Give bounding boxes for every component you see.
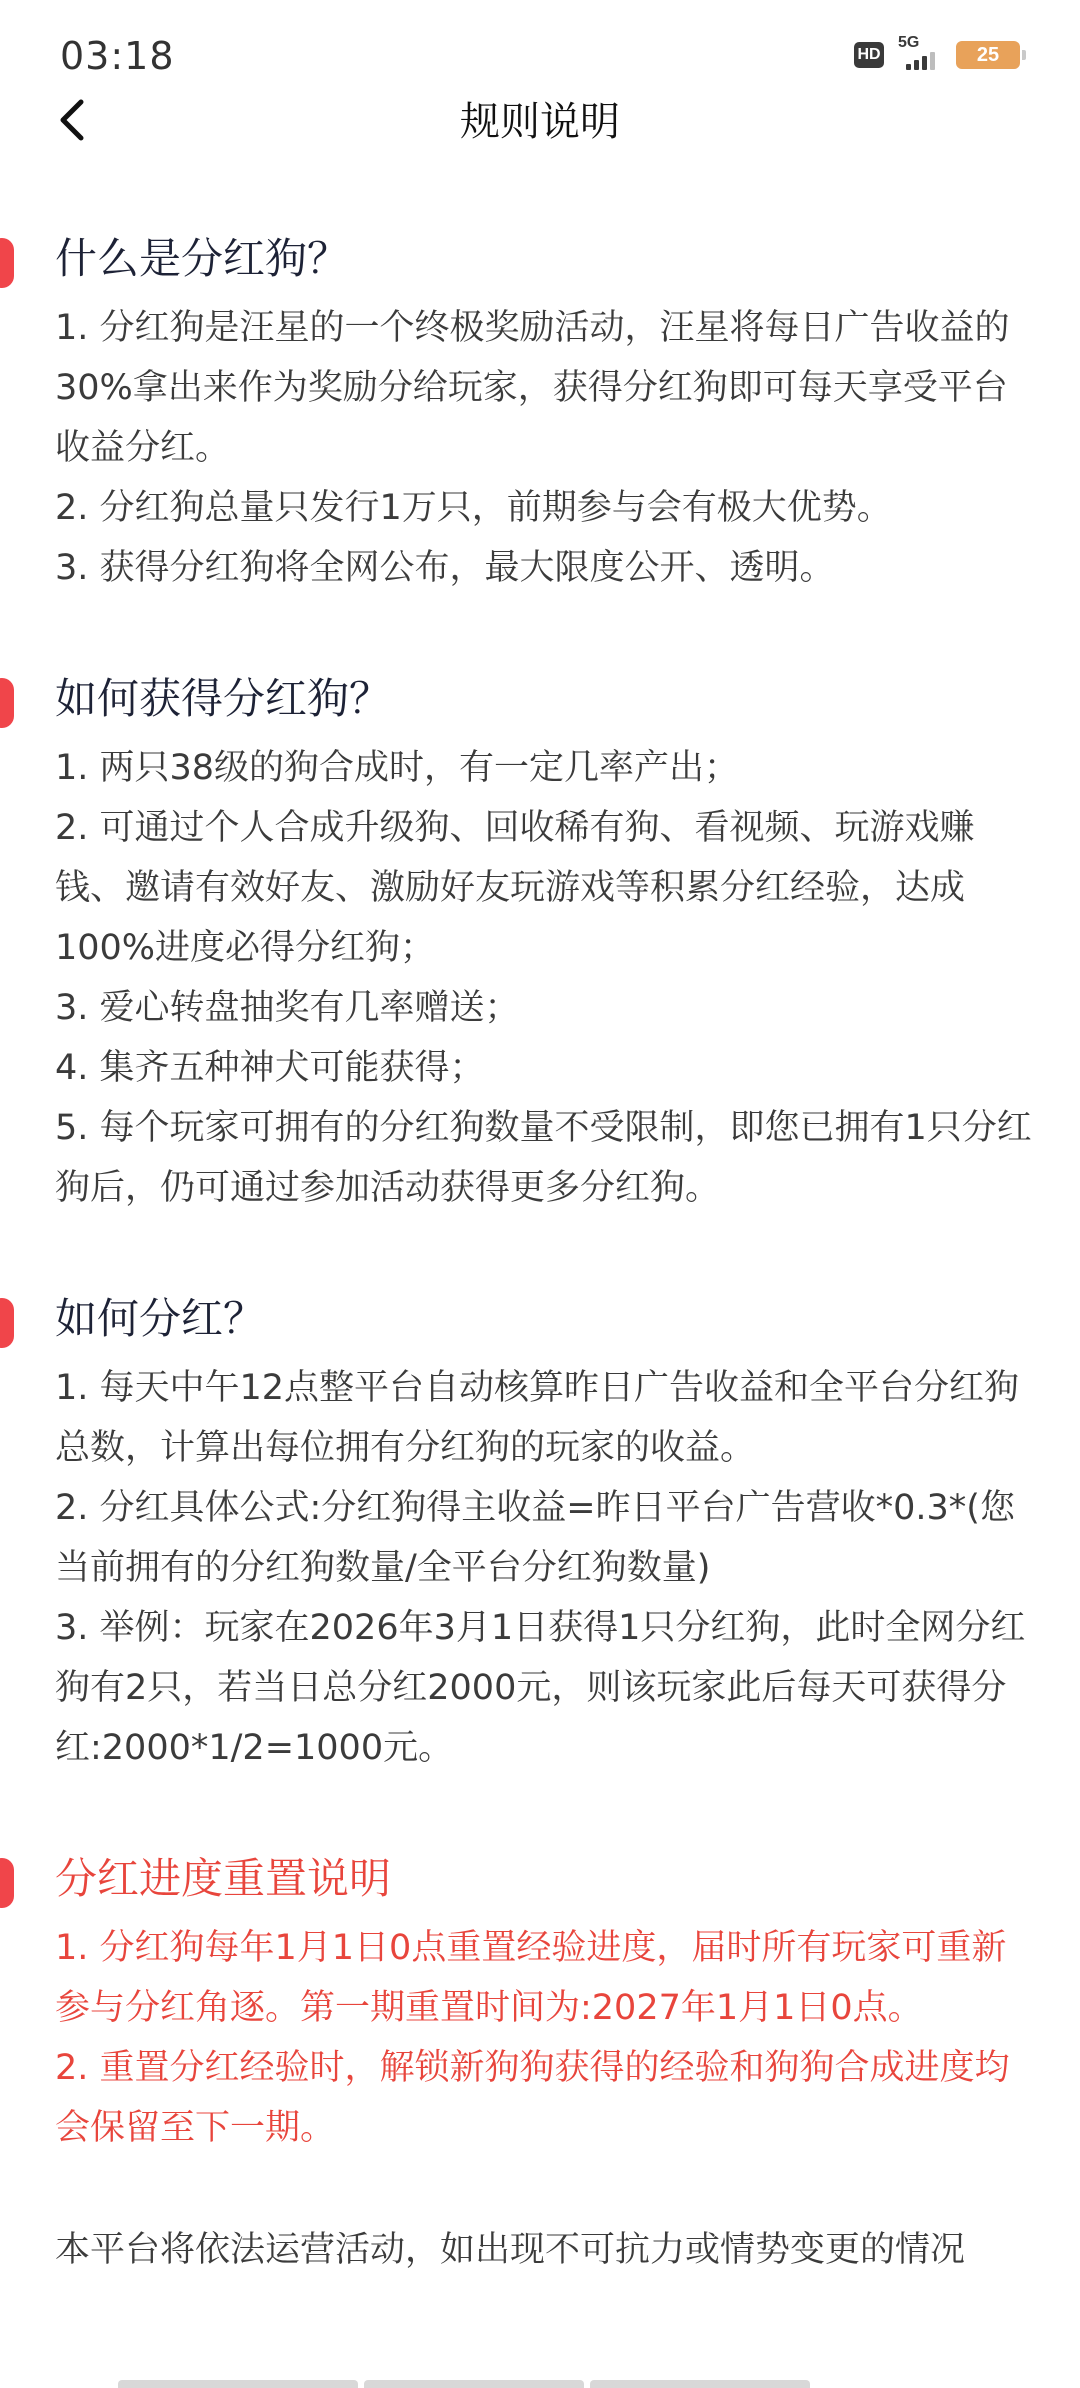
- rule-item: 4. 集齐五种神犬可能获得；: [55, 1048, 485, 1088]
- rule-item: 2. 可通过个人合成升级狗、回收稀有狗、看视频、玩游戏赚钱、邀请有效好友、激励好友玩游戏等积累分红经验，达成100%进度必得分红狗；: [55, 808, 975, 968]
- rule-item: 2. 重置分红经验时，解锁新狗狗获得的经验和狗狗合成进度均会保留至下一期。: [55, 2048, 1010, 2148]
- rule-item: 2. 分红狗总量只发行1万只，前期参与会有极大优势。: [55, 488, 892, 528]
- section-marker: [0, 678, 14, 728]
- section-heading: 分红进度重置说明: [55, 1854, 392, 1903]
- rule-item: 1. 分红狗每年1月1日0点重置经验进度，届时所有玩家可重新参与分红角逐。第一期重置时间为:2027年1月1日0点。: [55, 1928, 1007, 2028]
- rule-item: 5. 每个玩家可拥有的分红狗数量不受限制，即您已拥有1只分红狗后，仍可通过参加活动获得更多分红狗。: [55, 1108, 1032, 1208]
- section-reset: [0, 1840, 1080, 2158]
- section-marker: [0, 238, 14, 288]
- section-marker: [0, 1858, 14, 1908]
- page-title: 规则说明: [460, 99, 620, 145]
- section-body: [0, 298, 1080, 598]
- section-what-is: [0, 220, 1080, 598]
- footer-note: 本平台将依法运营活动，如出现不可抗力或情势变更的情况: [55, 2230, 966, 2270]
- battery-icon: 25: [956, 41, 1020, 69]
- section-how-to-get: [0, 660, 1080, 1218]
- rule-item: 3. 获得分红狗将全网公布，最大限度公开、透明。: [55, 548, 835, 588]
- bottom-handle: [118, 2380, 810, 2388]
- section-body: [0, 1918, 1080, 2158]
- section-heading: 什么是分红狗？: [55, 234, 350, 283]
- status-time: 03:18: [60, 34, 175, 78]
- nav-bar: [0, 80, 1080, 160]
- section-marker: [0, 1298, 14, 1348]
- rule-item: 3. 举例：玩家在2026年3月1日获得1只分红狗，此时全网分红狗有2只，若当日总分红2000元，则该玩家此后每天可获得分红:2000*1/2=1000元。: [55, 1608, 1026, 1768]
- hd-icon: HD: [854, 42, 884, 68]
- rules-content: [0, 220, 1080, 2280]
- section-body: [0, 738, 1080, 1218]
- rule-item: 3. 爱心转盘抽奖有几率赠送；: [55, 988, 520, 1028]
- section-how-dividend: [0, 1280, 1080, 1778]
- rule-item: 2. 分红具体公式:分红狗得主收益=昨日平台广告营收*0.3*(您当前拥有的分红狗数量/全平台分红狗数量): [55, 1488, 1015, 1588]
- signal-icon: [898, 34, 942, 70]
- section-heading: 如何获得分红狗？: [55, 674, 392, 723]
- rule-item: 1. 两只38级的狗合成时，有一定几率产出；: [55, 748, 740, 788]
- section-body: [0, 1358, 1080, 1778]
- signal-bars-icon: [906, 52, 935, 70]
- rule-item: 1. 分红狗是汪星的一个终极奖励活动，汪星将每日广告收益的30%拿出来作为奖励分给玩家，获得分红狗即可每天享受平台收益分红。: [55, 308, 1010, 468]
- rule-item: 1. 每天中午12点整平台自动核算昨日广告收益和全平台分红狗总数，计算出每位拥有分红狗的玩家的收益。: [55, 1368, 1020, 1468]
- network-type-label: 5G: [898, 34, 920, 51]
- section-heading: 如何分红？: [55, 1294, 266, 1343]
- status-icons: [854, 34, 1020, 70]
